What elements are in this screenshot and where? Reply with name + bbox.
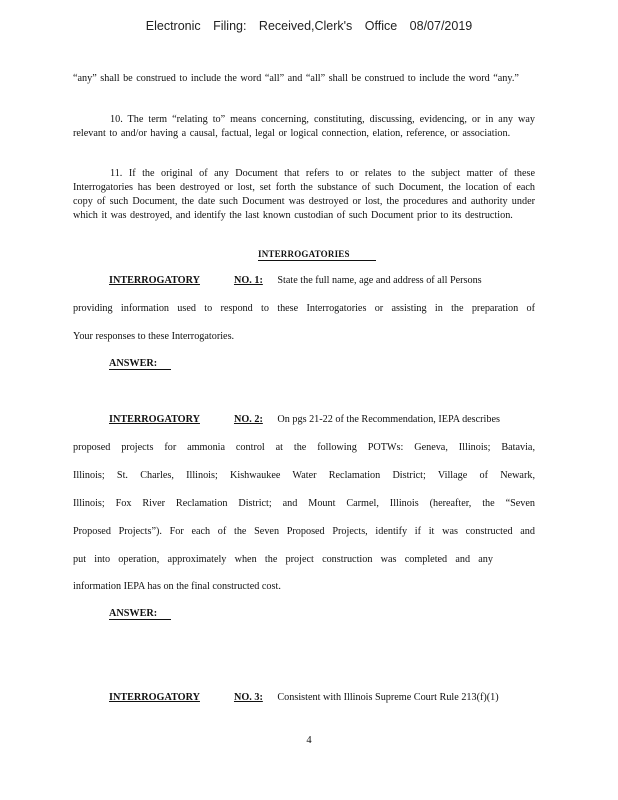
interrogatory-3-first-line — [73, 692, 535, 703]
answer-1-label: ANSWER: — [109, 358, 171, 370]
interrogatory-1-label: INTERROGATORY — [109, 275, 200, 286]
interrogatory-2-number: NO. 2: — [233, 414, 263, 425]
interrogatory-3-label: INTERROGATORY — [109, 692, 200, 703]
interrogatory-2-text-2: proposed projects for ammonia control at the following POTWs: Geneva, Illinois; Batavia, — [73, 442, 535, 453]
definition-10-paragraph: 10. The term “relating to” means concerning, constituting, discussing, evidencing, or in any way relevant to and/or having a causal, factual, legal or logical connection, elation, reference, or association. — [73, 114, 535, 139]
definition-any-paragraph: “any” shall be construed to include the word “all” and “all” shall be construed to include the word “any.” — [73, 73, 519, 84]
interrogatory-1-text-3: Your responses to these Interrogatories. — [73, 331, 235, 342]
interrogatory-3-number: NO. 3: — [233, 692, 263, 703]
interrogatory-1-number: NO. 1: — [233, 275, 263, 286]
interrogatory-1-text-1: State the full name, age and address of all Persons — [277, 275, 482, 286]
interrogatory-2-text-7: information IEPA has on the final constructed cost. — [73, 581, 281, 592]
answer-2-label: ANSWER: — [109, 608, 171, 620]
interrogatory-3-text-1: Consistent with Illinois Supreme Court Rule 213(f)(1) — [277, 692, 499, 703]
interrogatory-1-first-line — [73, 275, 535, 286]
interrogatory-2-text-4: Illinois; Fox River Reclamation District; and Mount Carmel, Illinois (hereafter, the “Seven — [73, 498, 535, 509]
interrogatory-2-label: INTERROGATORY — [109, 414, 200, 425]
interrogatory-2-text-5: Proposed Projects”). For each of the Seven Proposed Projects, identify if it was constructed and — [73, 526, 535, 537]
definition-11-paragraph: 11. If the original of any Document that refers to or relates to the subject matter of these Interrogatories has been destroyed or lost, set forth the substance of such Document, the location of each copy of such Document, the date such Document was destroyed or lost, the procedures and authority under which it was destroyed, and identify the last known custodian of such Document prior to its destruction. — [73, 168, 535, 221]
interrogatory-2-text-3: Illinois; St. Charles, Illinois; Kishwaukee Water Reclamation District; Village of Newark, — [73, 470, 535, 481]
interrogatory-2-text-6: put into operation, approximately when the project construction was completed and any — [73, 554, 493, 565]
interrogatory-1-text-2: providing information used to respond to these Interrogatories or assisting in the preparation of — [73, 303, 535, 314]
interrogatories-heading: INTERROGATORIES — [258, 249, 376, 261]
interrogatory-2-text-1: On pgs 21-22 of the Recommendation, IEPA describes — [277, 414, 500, 425]
interrogatory-2-first-line — [73, 414, 535, 425]
filing-stamp-header: Electronic Filing: Received,Clerk's Office 08/07/2019 — [145, 19, 473, 33]
page-number: 4 — [306, 735, 312, 746]
